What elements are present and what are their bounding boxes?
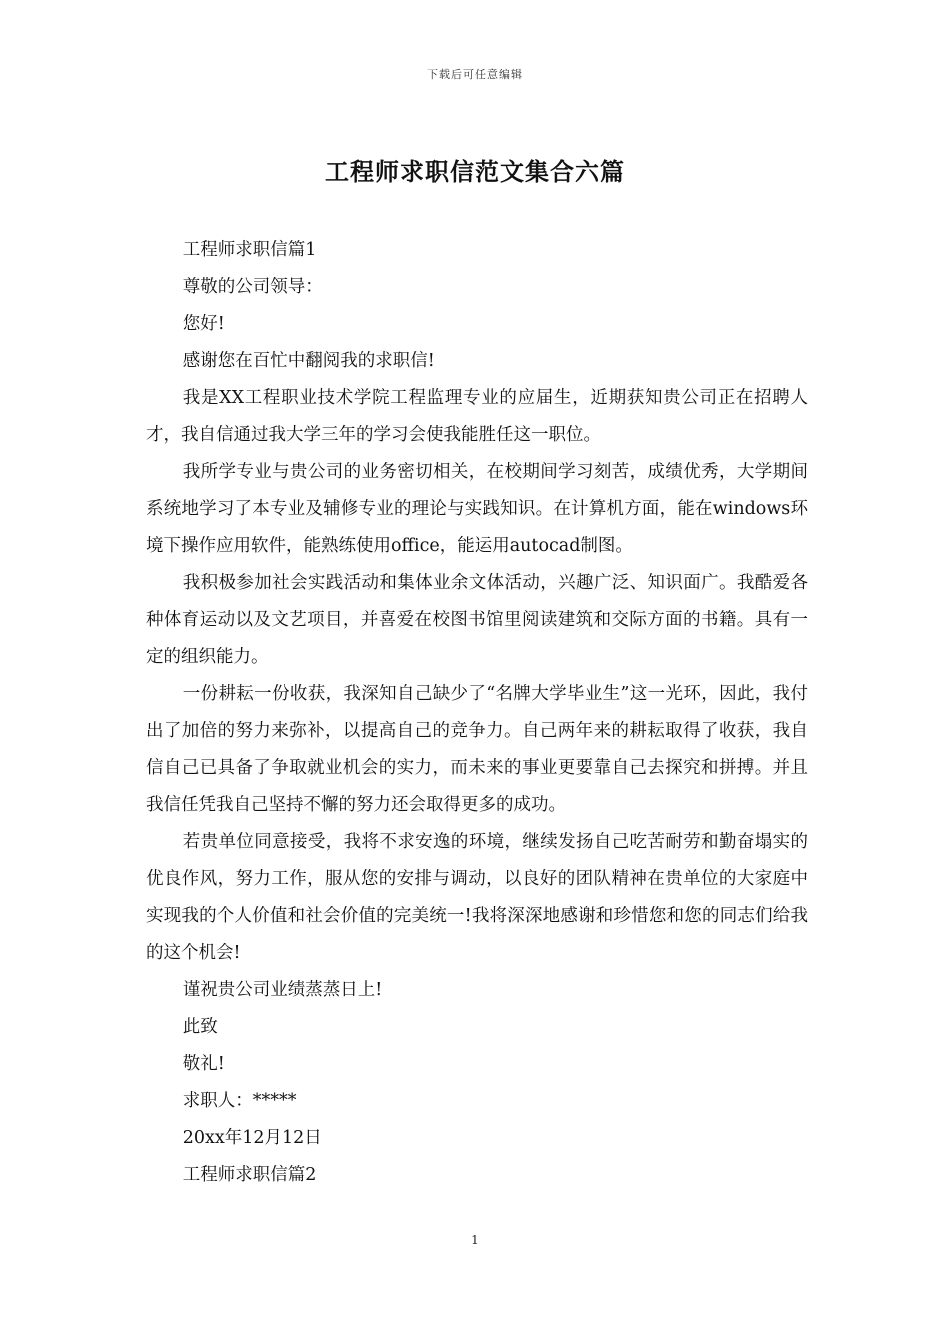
- greeting: 您好!: [182, 314, 225, 334]
- page-number: 1: [471, 1233, 479, 1247]
- paragraph: 感谢您在百忙中翻阅我的求职信!: [182, 351, 435, 371]
- closing-wish: 谨祝贵公司业绩蒸蒸日上!: [182, 980, 383, 1000]
- section-heading: 工程师求职信篇1: [182, 240, 317, 260]
- page-header: 下载后可任意编辑: [427, 68, 523, 81]
- paragraph: 一份耕耘一份收获，我深知自己缺少了“名牌大学毕业生”这一光环，因此，我付出了加倍的努力来弥补，以提高自己的竞争力。自己两年来的耕耘取得了收获，我自信自己已具备了争取就业机会的实力，而未来的事业更要靠自己去探究和拼搏。并且我信任凭我自己坚持不懈的努力还会取得更多的成功。: [146, 684, 808, 815]
- document-body: [146, 232, 808, 1194]
- paragraph: 我积极参加社会实践活动和集体业余文体活动，兴趣广泛、知识面广。我酷爱各种体育运动以及文艺项目，并喜爱在校图书馆里阅读建筑和交际方面的书籍。具有一定的组织能力。: [146, 573, 808, 667]
- signature: 求职人：*****: [182, 1091, 297, 1111]
- paragraph: 我是XX工程职业技术学院工程监理专业的应届生，近期获知贵公司正在招聘人才，我自信通过我大学三年的学习会使我能胜任这一职位。: [146, 388, 808, 445]
- salutation: 尊敬的公司领导：: [182, 277, 323, 297]
- date: 20xx年12月12日: [182, 1128, 322, 1148]
- section-heading: 工程师求职信篇2: [182, 1165, 317, 1185]
- closing-line: 此致: [182, 1017, 218, 1037]
- paragraph: 若贵单位同意接受，我将不求安逸的环境，继续发扬自己吃苦耐劳和勤奋塌实的优良作风，努力工作，服从您的安排与调动，以良好的团队精神在贵单位的大家庭中实现我的个人价值和社会价值的完美统一!我将深深地感谢和珍惜您和您的同志们给我的这个机会!: [146, 832, 808, 963]
- paragraph: 我所学专业与贵公司的业务密切相关，在校期间学习刻苦，成绩优秀，大学期间系统地学习了本专业及辅修专业的理论与实践知识。在计算机方面，能在windows环境下操作应用软件，能熟练使用office，能运用autocad制图。: [146, 462, 808, 556]
- document-title: 工程师求职信范文集合六篇: [325, 157, 625, 186]
- closing-salute: 敬礼!: [182, 1054, 225, 1074]
